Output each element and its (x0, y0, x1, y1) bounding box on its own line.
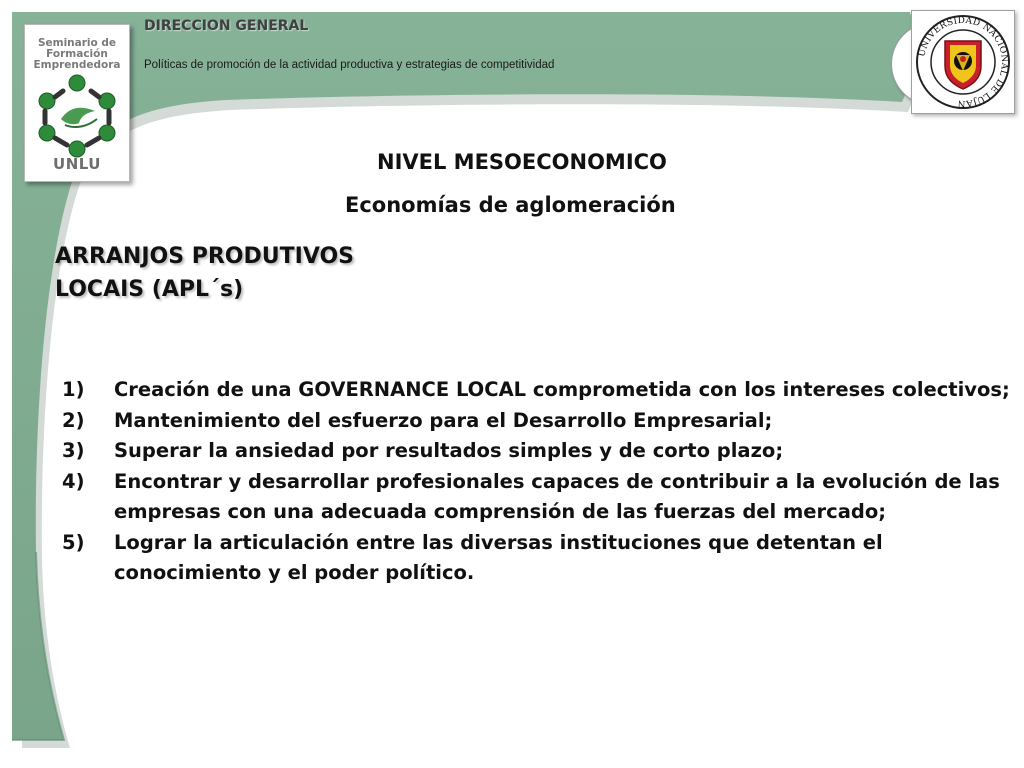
header-title: DIRECCION GENERAL (144, 18, 309, 34)
list-item (60, 528, 1010, 589)
seal-ring-text: UNIVERSIDAD NACIONAL DE LUJAN (917, 15, 1010, 109)
logo-text-line2: Formación (46, 48, 108, 60)
slide-subtitle: Economías de aglomeración (345, 193, 676, 217)
logo-text-line3: Emprendedora (33, 59, 121, 71)
university-seal (911, 10, 1015, 114)
logo-acronym: UNLU (53, 155, 101, 173)
slide-title: NIVEL MESOECONOMICO (377, 150, 667, 174)
list-item (60, 436, 1010, 467)
list-item-number: 5) (62, 530, 85, 554)
list-item (60, 467, 1010, 528)
list-item-text: Encontrar y desarrollar profesionales capaces de contribuir a la evolución de las empresas con una adecuada comprensión de las fuerzas del mercado; (114, 469, 1000, 523)
numbered-points-list (60, 375, 1010, 589)
header-subtitle: Políticas de promoción de la actividad productiva y estrategias de competitividad (144, 59, 555, 71)
list-item-text: Mantenimiento del esfuerzo para el Desarrollo Empresarial; (114, 408, 773, 432)
list-item-text: Superar la ansiedad por resultados simples y de corto plazo; (114, 439, 784, 462)
list-item (60, 375, 1010, 406)
list-item-number: 4) (62, 469, 85, 493)
list-item-text: Creación de una GOVERNANCE LOCAL comprometida con los intereses colectivos; (114, 378, 1010, 401)
university-seal-icon (912, 11, 1014, 113)
list-item-number: 2) (62, 408, 85, 432)
apl-heading-line1: ARRANJOS PRODUTIVOS (55, 244, 355, 269)
apl-heading-line2: LOCAIS (APL´s) (55, 277, 244, 302)
seminario-logo (24, 24, 130, 182)
list-item-number: 3) (62, 439, 85, 462)
list-item (60, 406, 1010, 437)
list-item-text: Lograr la articulación entre las diversas instituciones que detentan el conocimiento y el poder político. (114, 530, 883, 584)
apl-heading (55, 240, 475, 306)
list-item-number: 1) (62, 378, 85, 401)
logo-text-line1: Seminario de (37, 37, 117, 49)
